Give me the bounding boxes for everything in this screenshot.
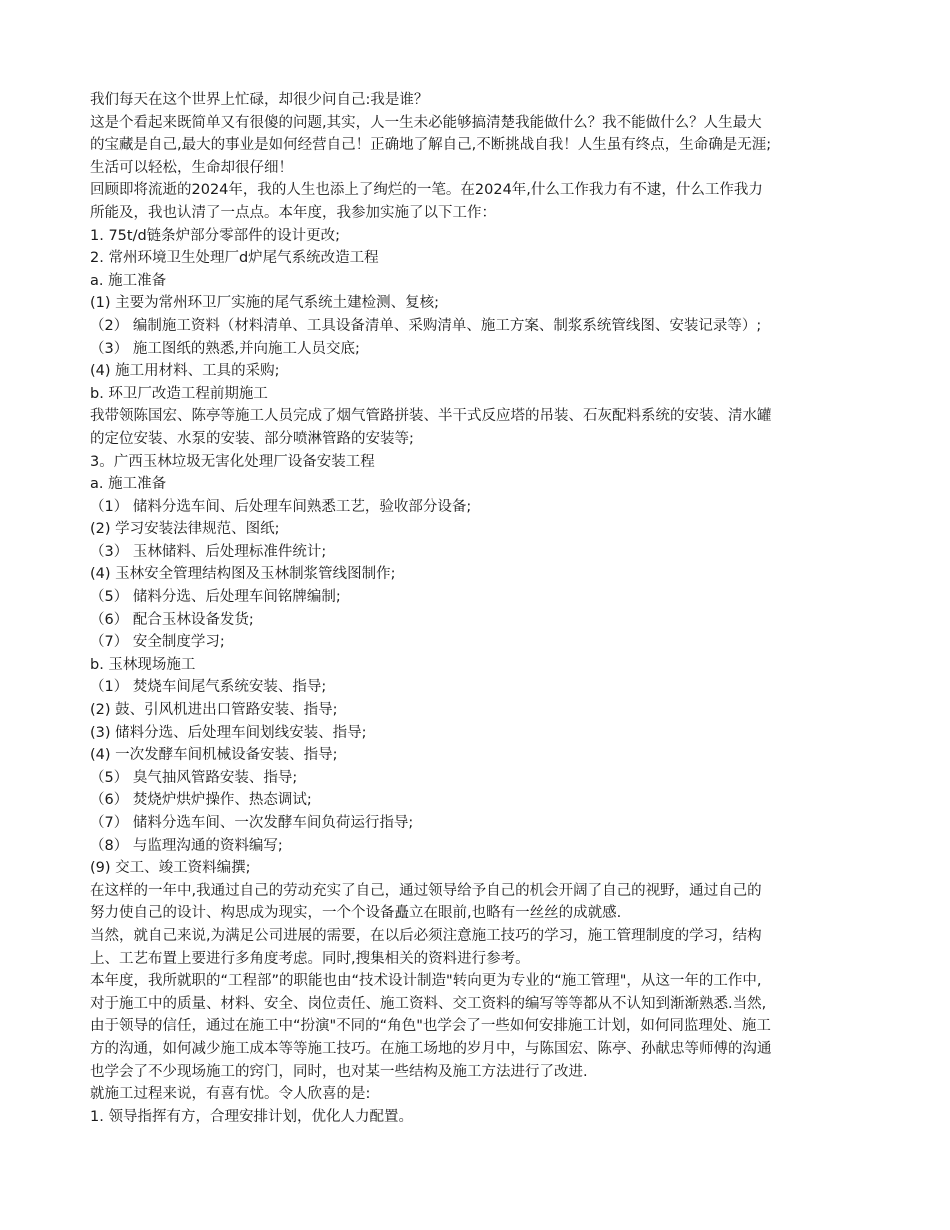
text-line: 的定位安装、水泵的安装、部分喷淋管路的安装等; — [90, 430, 414, 447]
text-line: (3) 储料分选、后处理车间划线安装、指导; — [90, 724, 367, 741]
text-line: （3） 玉林储料、后处理标准件统计; — [90, 543, 327, 560]
text-line: （7） 安全制度学习; — [90, 634, 225, 651]
text-line: 我们每天在这个世界上忙碌，却很少问自己:我是谁？ — [90, 92, 429, 108]
text-line: 由于领导的信任，通过在施工中“扮演"不同的“角色"也学会了一些如何安排施工计划，如何同监理处、施工 — [90, 1018, 771, 1035]
text-line: （6） 配合玉林设备发货; — [90, 611, 254, 628]
document-body — [90, 89, 875, 1128]
text-line: (9) 交工、竣工资料编撰; — [90, 860, 251, 877]
text-line: (2) 鼓、引风机进出口管路安装、指导; — [90, 702, 338, 719]
text-line: 也学会了不少现场施工的窍门，同时，也对某一些结构及施工方法进行了改进. — [90, 1063, 588, 1080]
text-line: （1） 储料分选车间、后处理车间熟悉工艺，验收部分设备; — [90, 498, 472, 515]
text-line: 对于施工中的质量、材料、安全、岗位责任、施工资料、交工资料的编写等等都从不认知到渐渐熟悉.当然, — [90, 995, 767, 1012]
text-line: 所能及，我也认清了一点点。本年度，我参加实施了以下工作： — [90, 204, 496, 221]
text-line: （5） 臭气抽风管路安装、指导; — [90, 769, 298, 786]
text-line: (2) 学习安装法律规范、图纸; — [90, 521, 280, 538]
text-line: （6） 焚烧炉烘炉操作、热态调试; — [90, 792, 312, 809]
text-line: （8） 与监理沟通的资料编写; — [90, 837, 283, 854]
text-line: a. 施工准备 — [90, 272, 167, 289]
text-line: (4) 玉林安全管理结构图及玉林制浆管线图制作; — [90, 566, 396, 583]
text-line: 方的沟通，如何减少施工成本等等施工技巧。在施工场地的岁月中，与陈国宏、陈亭、孙献忠等师傅的沟通 — [90, 1040, 772, 1057]
text-line: (4) 施工用材料、工具的采购; — [90, 363, 280, 380]
text-line: （1） 焚烧车间尾气系统安装、指导; — [90, 679, 327, 696]
text-line: b. 环卫厂改造工程前期施工 — [90, 385, 268, 402]
text-line: 生活可以轻松，生命却很仔细！ — [90, 159, 293, 176]
text-line: （7） 储料分选车间、一次发酵车间负荷运行指导; — [90, 815, 414, 831]
text-line: （5） 储料分选、后处理车间铭牌编制; — [90, 589, 341, 606]
text-line: 在这样的一年中,我通过自己的劳动充实了自己，通过领导给予自己的机会开阔了自己的视野，通过自己的 — [90, 882, 762, 899]
text-line: 1. 领导指挥有方，合理安排计划，优化人力配置。 — [90, 1108, 413, 1125]
text-line: 就施工过程来说，有喜有忧。令人欣喜的是: — [90, 1086, 371, 1103]
text-line: 我带领陈国宏、陈亭等施工人员完成了烟气管路拼装、半干式反应塔的吊装、石灰配料系统的安装、清水罐 — [90, 408, 772, 425]
text-line: （3） 施工图纸的熟悉,并向施工人员交底; — [90, 340, 360, 357]
text-line: 当然，就自己来说,为满足公司进展的需要，在以后必须注意施工技巧的学习，施工管理制度的学习，结构 — [90, 927, 762, 944]
text-line: 本年度，我所就职的“工程部”的职能也由“技术设计制造"转向更为专业的“施工管理"，从这一年的工作中, — [90, 973, 762, 990]
text-line: 3。广西玉林垃圾无害化处理厂设备安装工程 — [90, 453, 375, 470]
text-line: 努力使自己的设计、构思成为现实，一个个设备矗立在眼前,也略有一丝丝的成就感. — [90, 905, 622, 922]
text-line: 的宝藏是自己,最大的事业是如何经营自己！正确地了解自己,不断挑战自我！人生虽有终点，生命确是无涯; — [90, 137, 772, 154]
text-line: (4) 一次发酵车间机械设备安装、指导; — [90, 747, 338, 764]
text-line: 2. 常州环境卫生处理厂d炉尾气系统改造工程 — [90, 250, 379, 267]
text-line: a. 施工准备 — [90, 476, 167, 493]
text-line: 上、工艺布置上要进行多角度考虑。同时,搜集相关的资料进行参考。 — [90, 950, 530, 967]
text-line: 1. 75t/d链条炉部分零部件的设计更改; — [90, 227, 341, 244]
text-line: （2） 编制施工资料（材料清单、工具设备清单、采购清单、施工方案、制浆系统管线图、安装记录等）; — [90, 317, 762, 334]
text-line: 回顾即将流逝的2024年，我的人生也添上了绚烂的一笔。在2024年,什么工作我力有不逮，什么工作我力 — [90, 182, 763, 199]
text-line: 这是个看起来既简单又有很傻的问题,其实，人一生未必能够搞清楚我能做什么？我不能做什么？人生最大 — [90, 114, 762, 131]
text-line: (1) 主要为常州环卫厂实施的尾气系统土建检测、复核; — [90, 295, 440, 312]
text-line: b. 玉林现场施工 — [90, 656, 196, 673]
